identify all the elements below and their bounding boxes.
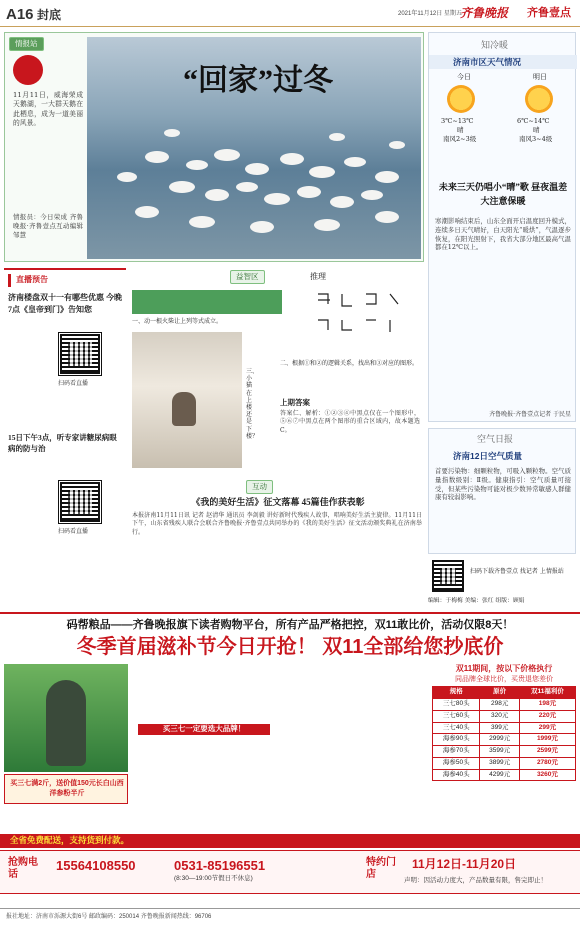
advertisement: [0, 612, 580, 933]
cell: 220元: [519, 710, 575, 722]
cell: 1999元: [519, 734, 575, 746]
table-row: [433, 757, 576, 769]
editor-credit: 编辑：于梅梅 美编：张红 组版：顾娟: [428, 598, 525, 604]
cell: 海参90头: [433, 734, 480, 746]
price-panel: [432, 664, 576, 828]
cell: 320元: [480, 710, 519, 722]
masthead: [0, 0, 580, 27]
scan-label: 扫码看直播: [58, 529, 89, 535]
sun-icon: [447, 85, 475, 113]
photo-caption: 11月11日，威海荣成天鹅湖，一大群天鹅在此栖息，成为一道美丽的风景。: [13, 91, 83, 128]
puzzle-caption-2: 二、根据①和②的逻辑关系，找出和③对应的图形。: [280, 360, 419, 367]
photo-story: [4, 32, 424, 262]
weather-headline: 未来三天仍唱小“晴”歌 昼夜温差大注意保暖: [438, 182, 568, 206]
today-temp: 3℃~13℃: [441, 117, 474, 125]
promo-dates: 11月12日-11月20日: [412, 857, 517, 871]
logic-figures: [314, 290, 424, 356]
cell: 海参40头: [433, 769, 480, 781]
ad-sub: 买三七满2斤，送价值150元长白山西洋参粉半斤: [10, 780, 124, 797]
section-tag: 直播预告: [8, 274, 53, 287]
ad-section-head: 买三七一定要选大品牌！: [138, 724, 270, 735]
puzzle-caption-1: 一、动一根火柴让上列等式成立。: [132, 318, 223, 325]
puzzle-caption-3: 三、小猫在上楼还是下楼？: [246, 368, 259, 440]
hotline-label: 抢购电话: [8, 857, 38, 880]
table-row: [433, 734, 576, 746]
weather-kicker: 知冷暖: [481, 40, 509, 50]
cell: 海参70头: [433, 746, 480, 758]
scan-label: 扫码看直播: [58, 381, 89, 387]
ad-top-rule: [0, 612, 580, 614]
col-header: 原价: [480, 687, 519, 699]
photo-credit: 情报员：今日荣成 齐鲁晚报·齐鲁壹点互动编辑 邹慧: [13, 213, 83, 239]
air-body: 首要污染物：细颗粒物，可吸入颗粒物。空气质量指数级别：Ⅱ级。健康指引：空气质量可接受，但某些污染物可能对极少数异常敏感人群健康有较弱影响。: [435, 467, 571, 502]
ad-copy-column-2: [280, 664, 420, 814]
price-table: [432, 686, 576, 781]
cell: 三七60头: [433, 710, 480, 722]
free-delivery-bar: [0, 834, 580, 848]
weather-body: 寒潮影响结束后，山东全面开启温度回升模式，连续多日天气晴好，白天阳光“暖烘”，气温逐步恢复，在阳光照射下，我省大部分地区最高气温都在12℃以上。: [435, 217, 571, 252]
interact-body: 本报济南11月11日讯 记者 赵清华 通讯员 李剑毅 讲好新时代残疾人故事，唱响美好生活主旋律。11月11日下午，山东省残疾人联合会联合齐鲁晚报·齐鲁壹点共同举办的《我的美好生活》征文活动颁奖典礼在济南举行。: [132, 512, 422, 536]
phone-1[interactable]: 15564108550: [56, 858, 136, 873]
cat-figure: [172, 392, 196, 426]
reporter-avatar: [13, 55, 43, 85]
footer-text: 报社地址：济南市泺源大街6号 邮政编码：250014 齐鲁晚报新闻热线：96706: [6, 914, 212, 920]
tomorrow-temp: 6℃~14℃: [517, 117, 550, 125]
section-tag: 互动: [246, 480, 273, 494]
store-label: 特约门店: [366, 857, 396, 880]
free-delivery-text: 全省免费配送，支持货到付款。: [10, 835, 130, 845]
weather-box: [428, 32, 576, 422]
photo-headline: “回家”过冬: [183, 64, 333, 97]
puzzle-section: [130, 268, 424, 476]
phone-2[interactable]: 0531-85196551: [174, 858, 266, 873]
app-logo: 齐鲁壹点: [527, 7, 571, 19]
hotline-hours: (8:30—19:00节假日不休息): [174, 875, 253, 882]
qr-code-icon: [60, 334, 100, 374]
col-header: 双11福利价: [519, 687, 575, 699]
ad-copy-column: [134, 664, 274, 814]
ad-photo: [4, 664, 128, 772]
cell: 198元: [519, 699, 575, 711]
hotline-bar: [0, 850, 580, 894]
cell: 3899元: [480, 757, 519, 769]
person-figure: [46, 680, 86, 766]
sun-icon: [525, 85, 553, 113]
ad-kicker: 码帮粮品——齐鲁晚报旗下读者购物平台，所有产品严格把控，双11敢比价，活动仅限8天！: [66, 619, 514, 631]
cell: 2999元: [480, 734, 519, 746]
ad-sub-banner: [4, 774, 128, 804]
live-headline-2: 15日下午3点，听专家讲糖尿病眼病的防与治: [8, 433, 117, 454]
weather-title: 济南市区天气情况: [453, 57, 522, 67]
cell: 2780元: [519, 757, 575, 769]
page-number: A16: [6, 6, 34, 23]
col-header: 规格: [433, 687, 480, 699]
cell: 299元: [519, 722, 575, 734]
swan-photo: [87, 37, 421, 259]
price-title: 双11期间，按以下价格执行: [455, 664, 553, 673]
tomorrow-label: 明日: [533, 73, 547, 81]
table-row: [433, 710, 576, 722]
table-row: [433, 722, 576, 734]
section-name: 封底: [37, 8, 62, 22]
table-row: [433, 769, 576, 781]
tomorrow-desc: 晴: [533, 126, 540, 134]
air-kicker: 空气日报: [477, 434, 514, 444]
live-preview: [4, 268, 126, 558]
live-qr-1: [58, 332, 102, 376]
air-title: 济南12日空气质量: [453, 451, 522, 461]
price-note: 同品牌全球比价，买贵退您差价: [455, 675, 553, 683]
answer-title: 上期答案: [280, 398, 310, 407]
qr-code-icon: [432, 560, 464, 592]
ad-headline: 冬季首届滋补节今日开抢！ 双11全部给您抄底价: [76, 636, 504, 658]
interact-section: [130, 480, 424, 560]
table-row: [433, 699, 576, 711]
today-wind: 南风2~3级: [443, 135, 477, 143]
cell: 海参50头: [433, 757, 480, 769]
cell: 3599元: [480, 746, 519, 758]
air-quality-box: [428, 428, 576, 554]
puzzle-title: 推理: [310, 272, 326, 281]
answer-body: 答案仁、解析：①②③④中黑点仅在一个图形中，⑤⑥⑦中黑点在两个图形的重合区域内，故本题选C。: [280, 410, 420, 434]
live-qr-2: [58, 480, 102, 524]
section-tag: 情报站: [9, 37, 44, 51]
qr-code-icon: [60, 482, 100, 522]
download-scan-label: 扫码下载齐鲁壹点 找记者 上情报站: [470, 568, 564, 575]
table-row: [433, 746, 576, 758]
weather-credit: 齐鲁晚报·齐鲁壹点记者 于民星: [489, 411, 571, 418]
editor-box: [428, 558, 576, 608]
matchstick-puzzle: [132, 290, 282, 314]
issue-date: 2021年11月12日 星期五: [398, 11, 462, 17]
cell: 399元: [480, 722, 519, 734]
today-desc: 晴: [457, 126, 464, 134]
cell: 2599元: [519, 746, 575, 758]
cat-stairs-photo: [132, 332, 242, 468]
cell: 三七40头: [433, 722, 480, 734]
live-headline-1: 济南楼盘双十一有哪些优惠 今晚7点《皇帝到门》告知您: [8, 293, 122, 314]
cell: 4299元: [480, 769, 519, 781]
promo-note: 声明：因活动力度大，产品数量有限，售完即止！: [404, 877, 547, 884]
newspaper-logo: 齐鲁晚报: [460, 6, 509, 20]
cell: 298元: [480, 699, 519, 711]
cell: 3260元: [519, 769, 575, 781]
interact-headline: 《我的美好生活》征文落幕 45篇佳作获表彰: [191, 497, 365, 507]
cell: 三七80头: [433, 699, 480, 711]
section-tag: 益智区: [230, 270, 265, 284]
footer: [0, 908, 580, 930]
today-label: 今日: [457, 73, 471, 81]
tomorrow-wind: 南风3~4级: [519, 135, 553, 143]
